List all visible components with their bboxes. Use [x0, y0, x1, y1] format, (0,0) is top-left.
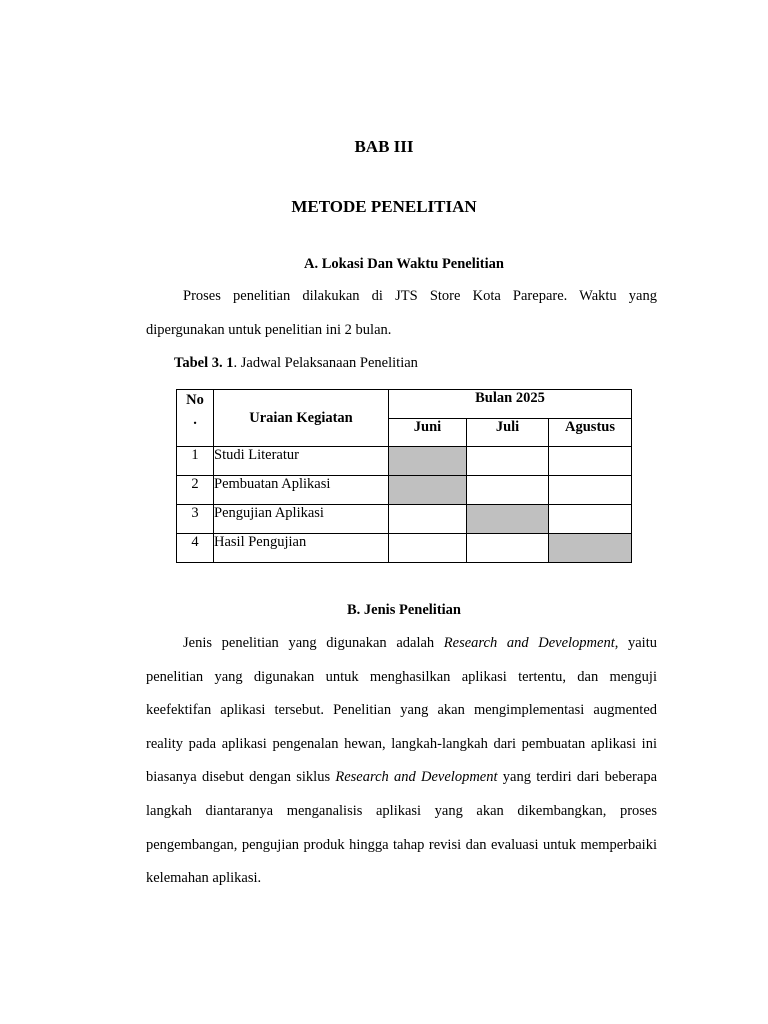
- month-cell: [549, 505, 632, 534]
- section-b-paragraph: Jenis penelitian yang digunakan adalah Research and Development, yaitu penelitian yang digunakan untuk menghasilkan aplikasi tertentu, dan menguji keefektifan aplikasi tersebut. Penelitian yang akan mengimplementasi augmented reality pada aplikasi pengenalan hewan, langkah-langkah dari pembuatan aplikasi ini biasanya disebut dengan siklus Research and Development yang terdiri dari beberapa langkah diantaranya menganalisis aplikasi yang akan dikembangkan, proses pengembangan, pengujian produk hingga tahap revisi dan evaluasi untuk memperbaiki kelemahan aplikasi.: [146, 635, 658, 887]
- chapter-number: BAB III: [354, 137, 414, 156]
- row-number: 3: [177, 505, 214, 534]
- table-row: [177, 476, 632, 505]
- section-a-text: Proses penelitian dilakukan di JTS Store Kota Parepare. Waktu yang dipergunakan untuk penelitian ini 2 bulan.: [146, 288, 657, 338]
- month-cell: [389, 505, 467, 534]
- header-month-juni: Juni: [389, 419, 467, 447]
- row-activity: Pengujian Aplikasi: [214, 505, 389, 534]
- section-a-paragraph: [146, 280, 657, 347]
- table-caption: [174, 355, 418, 372]
- month-cell-filled: [389, 447, 467, 476]
- row-activity: Studi Literatur: [214, 447, 389, 476]
- row-activity: Pembuatan Aplikasi: [214, 476, 389, 505]
- month-cell-filled: [389, 476, 467, 505]
- row-number: 1: [177, 447, 214, 476]
- month-cell: [549, 476, 632, 505]
- table-row: [177, 534, 632, 563]
- table-row: [177, 447, 632, 476]
- month-cell: [389, 534, 467, 563]
- section-b-heading: B. Jenis Penelitian: [347, 602, 461, 618]
- row-number: 4: [177, 534, 214, 563]
- section-a-heading: A. Lokasi Dan Waktu Penelitian: [304, 256, 504, 272]
- month-cell: [467, 447, 549, 476]
- month-cell: [549, 447, 632, 476]
- table-caption-label: Tabel 3. 1: [174, 355, 234, 371]
- header-month-agustus: Agustus: [549, 419, 632, 447]
- month-cell: [467, 534, 549, 563]
- row-activity: Hasil Pengujian: [214, 534, 389, 563]
- header-no: No .: [177, 390, 214, 447]
- schedule-table: [176, 389, 632, 563]
- row-number: 2: [177, 476, 214, 505]
- month-cell-filled: [467, 505, 549, 534]
- month-cell-filled: [549, 534, 632, 563]
- month-cell: [467, 476, 549, 505]
- table-caption-text: . Jadwal Pelaksanaan Penelitian: [233, 355, 418, 371]
- header-activity: Uraian Kegiatan: [214, 390, 389, 447]
- chapter-title: METODE PENELITIAN: [291, 197, 477, 216]
- header-month-juli: Juli: [467, 419, 549, 447]
- table-row: [177, 505, 632, 534]
- emphasis-term: Research and Development: [335, 769, 498, 786]
- header-month-group: Bulan 2025: [389, 390, 632, 419]
- emphasis-term: Research and Development: [443, 635, 615, 651]
